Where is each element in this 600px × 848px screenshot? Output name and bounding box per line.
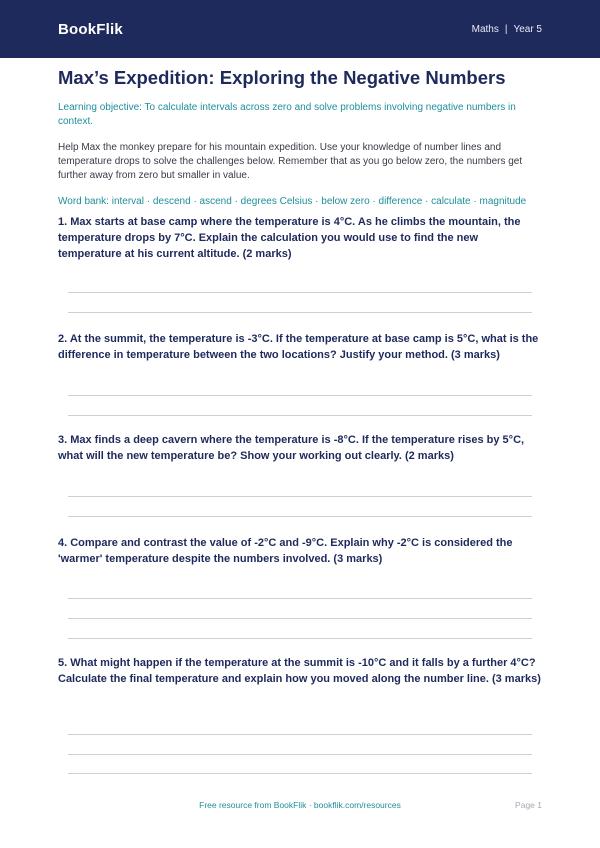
learning-objective: Learning objective: To calculate intervals across zero and solve problems involving negative numbers in context. bbox=[58, 102, 516, 127]
answer-line-q3-1[interactable] bbox=[68, 496, 532, 497]
header-bar bbox=[0, 0, 600, 58]
subject-label: Maths bbox=[471, 23, 499, 35]
page-footer bbox=[0, 800, 600, 816]
meta-separator: | bbox=[504, 23, 508, 35]
worksheet-title: Max’s Expedition: Exploring the Negative Numbers bbox=[58, 67, 506, 88]
answer-line-q2-1[interactable] bbox=[68, 395, 532, 396]
answer-line-q3-2[interactable] bbox=[68, 516, 532, 517]
brand-logo-text: BookFlik bbox=[58, 20, 123, 38]
answer-line-q4-2[interactable] bbox=[68, 618, 532, 619]
answer-line-q5-2[interactable] bbox=[68, 754, 532, 755]
subject-year-label bbox=[472, 24, 542, 35]
answer-line-q1-2[interactable] bbox=[68, 312, 532, 313]
question-4: 4. Compare and contrast the value of -2°C and -9°C. Explain why -2°C is considered the 'warmer' temperature despite the numbers involved. (3 marks) bbox=[58, 537, 513, 565]
footer-credit-link[interactable]: Free resource from BookFlik · bookflik.com/resources bbox=[199, 800, 401, 810]
answer-line-q1-1[interactable] bbox=[68, 292, 532, 293]
answer-line-q5-1[interactable] bbox=[68, 734, 532, 735]
worksheet-intro bbox=[58, 64, 542, 209]
question-1: 1. Max starts at base camp where the temperature is 4°C. As he climbs the mountain, the temperature drops by 7°C. Explain the calculation you would use to find the new temperature at his current altitude. (2 marks) bbox=[58, 216, 521, 260]
year-label: Year 5 bbox=[513, 23, 542, 35]
word-bank: Word bank: interval · descend · ascend · degrees Celsius · below zero · difference · calculate · magnitude bbox=[58, 196, 527, 207]
answer-line-q2-2[interactable] bbox=[68, 415, 532, 416]
intro-paragraph: Help Max the monkey prepare for his mountain expedition. Use your knowledge of number lines and temperature drops to solve the challenges below. Remember that as you go below zero, the numbers get further away from zero but smaller in value. bbox=[58, 142, 523, 181]
answer-line-q4-3[interactable] bbox=[68, 638, 532, 639]
answer-line-q4-1[interactable] bbox=[68, 598, 532, 599]
page-number: Page 1 bbox=[515, 800, 542, 810]
question-2: 2. At the summit, the temperature is -3°C. If the temperature at base camp is 5°C, what is the difference in temperature between the two locations? Justify your method. (3 marks) bbox=[58, 333, 539, 361]
question-5: 5. What might happen if the temperature at the summit is -10°C and it falls by a further 4°C? Calculate the final temperature and explain how you moved along the number line. (3 marks) bbox=[58, 657, 541, 685]
answer-line-q5-3[interactable] bbox=[68, 773, 532, 774]
question-3: 3. Max finds a deep cavern where the temperature is -8°C. If the temperature rises by 5°C, what will the new temperature be? Show your working out clearly. (2 marks) bbox=[58, 434, 525, 462]
